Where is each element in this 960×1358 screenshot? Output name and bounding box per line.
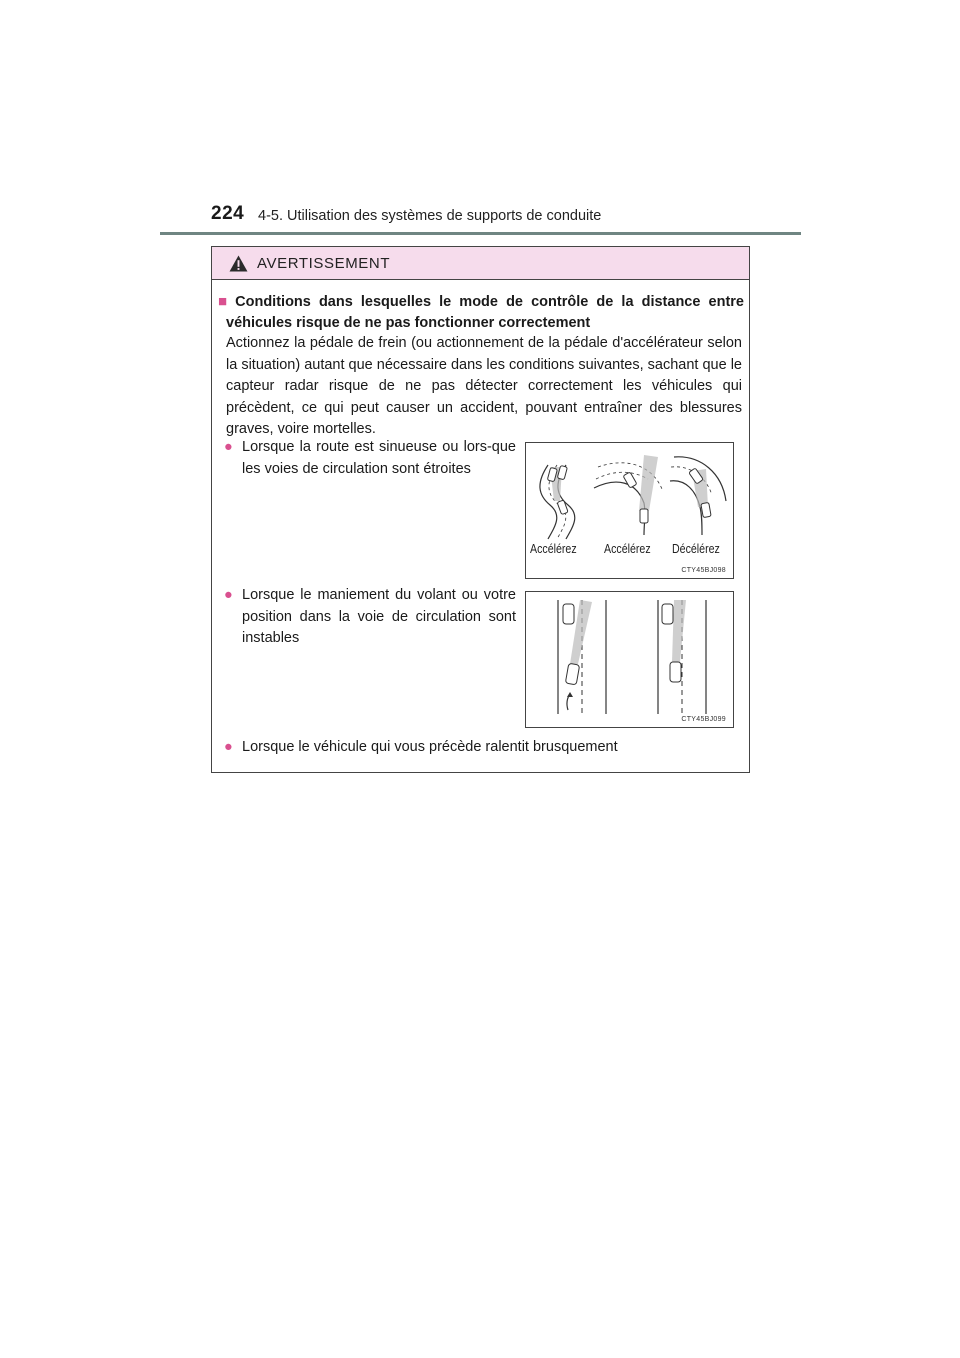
- bullet-dot: ●: [224, 739, 233, 755]
- heading-text: Conditions dans lesquelles le mode de contrôle de la distance entre véhicules risque de ne pas fonctionner correctement: [226, 294, 744, 331]
- warning-label: AVERTISSEMENT: [257, 254, 391, 272]
- section-title: 4-5. Utilisation des systèmes de supports de conduite: [258, 208, 602, 224]
- curved-roads-illustration: [526, 443, 733, 578]
- warning-box: [211, 246, 750, 773]
- bullet-dot: ●: [224, 587, 233, 603]
- bullet-text: Lorsque le maniement du volant ou votre position dans la voie de circulation sont instables: [242, 587, 516, 646]
- figure-label-accelerate: Accélérez: [530, 542, 577, 556]
- warning-heading: [218, 291, 744, 334]
- figure-code: CTY45BJ099: [681, 716, 726, 723]
- bullet-item: [224, 437, 516, 480]
- page-number: 224: [211, 203, 245, 224]
- header-rule: [160, 232, 801, 235]
- heading-marker: ■: [218, 293, 232, 310]
- figure-label-accelerate: Accélérez: [604, 542, 651, 556]
- bullet-dot: ●: [224, 439, 233, 455]
- figure-unstable-lane: [525, 591, 734, 728]
- unstable-lane-illustration: [526, 592, 733, 727]
- figure-code: CTY45BJ098: [681, 567, 726, 574]
- bullet-text: Lorsque le véhicule qui vous précède ralentit brusquement: [242, 739, 618, 755]
- warning-header: [212, 247, 749, 280]
- figure-label-decelerate: Décélérez: [672, 542, 720, 556]
- bullet-item: [224, 737, 724, 759]
- bullet-item: [224, 585, 516, 650]
- warning-triangle-icon: [229, 255, 248, 272]
- warning-paragraph: Actionnez la pédale de frein (ou actionnement de la pédale d'accélérateur selon la situation) autant que nécessaire dans les conditions suivantes, sachant que le capteur radar risque de ne pas détecter correctement les véhicules qui précèdent, ce qui peut causer un accident, pouvant entraîner des blessures graves, voire mortelles.: [226, 335, 742, 437]
- figure-curved-roads: [525, 442, 734, 579]
- bullet-text: Lorsque la route est sinueuse ou lors-que les voies de circulation sont étroites: [242, 439, 516, 477]
